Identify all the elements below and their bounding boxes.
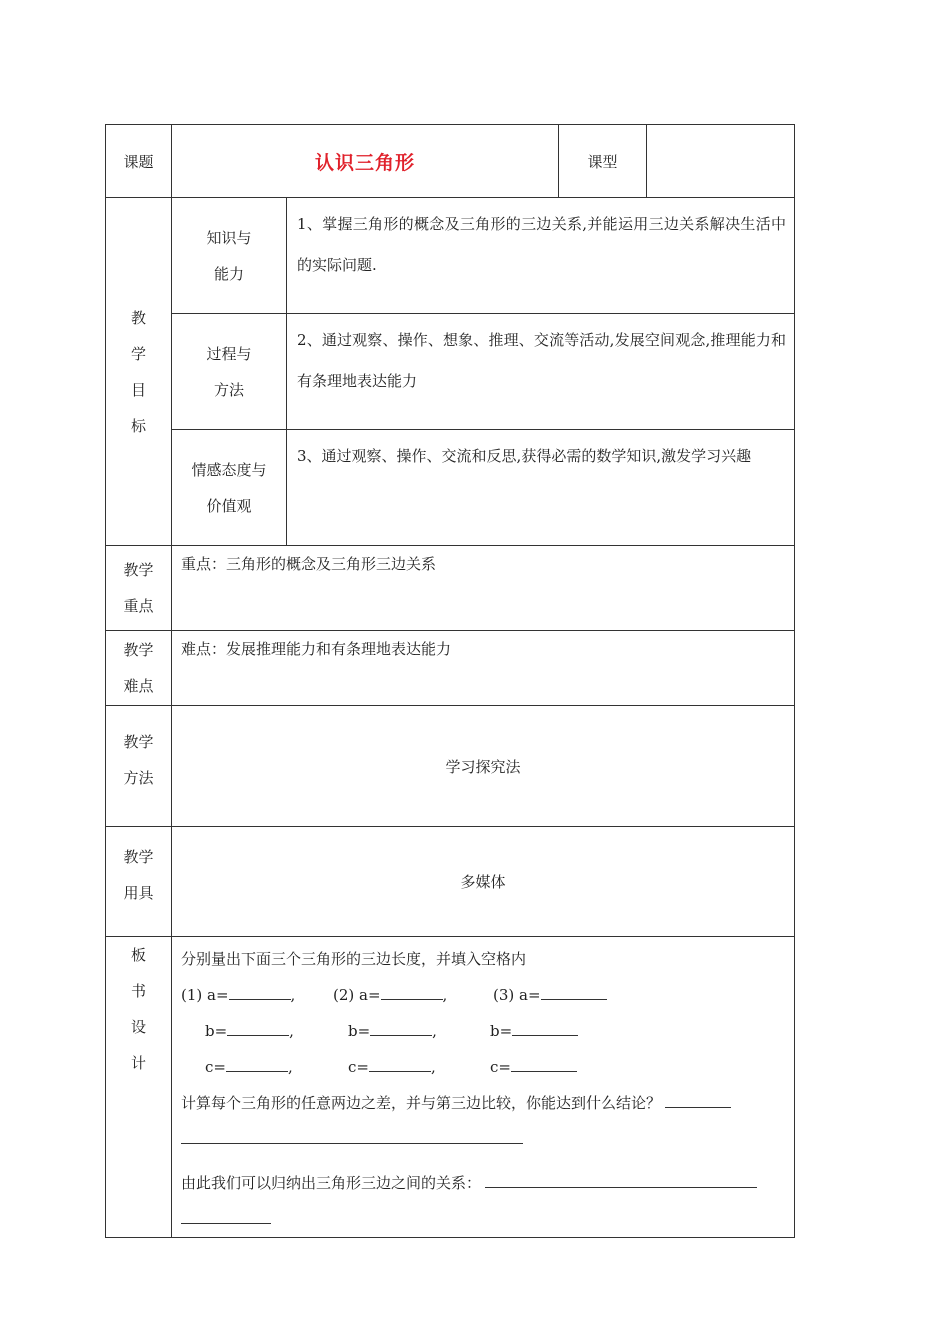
difficulties-row xyxy=(106,631,795,706)
row-b: b= , b= , b= xyxy=(181,1013,786,1049)
triangle3-a-blank[interactable] xyxy=(541,985,607,1000)
method-label: 教学 方法 xyxy=(106,706,172,827)
triangle3-b-label: b= xyxy=(490,1022,513,1040)
attitude-label: 情感态度与 价值观 xyxy=(172,430,287,546)
objective-row-knowledge xyxy=(106,198,795,314)
difficulties-label: 教学 难点 xyxy=(106,631,172,706)
triangle1-b-blank[interactable] xyxy=(227,1021,289,1036)
board-intro: 分别量出下面三个三角形的三边长度，并填入空格内 xyxy=(181,950,527,968)
question-blank-1[interactable] xyxy=(665,1093,731,1108)
question-line xyxy=(181,1085,786,1121)
key-points-label: 教学 重点 xyxy=(106,546,172,631)
type-label: 课型 xyxy=(559,125,647,198)
row-a: (1) a= , (2) a= , (3) a= xyxy=(181,977,786,1013)
board-design-row xyxy=(106,937,795,1238)
triangle2-a-blank[interactable] xyxy=(381,985,443,1000)
process-text: 2、通过观察、操作、想象、推理、交流等活动,发展空间观念,推理能力和有条理地表达能力 xyxy=(287,314,795,430)
tools-text: 多媒体 xyxy=(172,827,795,937)
question-blank-2[interactable] xyxy=(181,1129,523,1144)
triangle2-c-blank[interactable] xyxy=(369,1057,431,1072)
type-value[interactable] xyxy=(647,125,795,198)
triangle2-c-label: c= xyxy=(348,1058,369,1076)
triangle2-b-blank[interactable] xyxy=(370,1021,432,1036)
attitude-text: 3、通过观察、操作、交流和反思,获得必需的数学知识,激发学习兴趣 xyxy=(287,430,795,546)
triangle3-c-blank[interactable] xyxy=(511,1057,577,1072)
summary-text: 由此我们可以归纳出三角形三边之间的关系： xyxy=(181,1174,482,1192)
summary-line xyxy=(181,1165,786,1201)
triangle2-b-label: b= xyxy=(348,1022,371,1040)
key-points-row xyxy=(106,546,795,631)
knowledge-label: 知识与 能力 xyxy=(172,198,287,314)
process-label: 过程与 方法 xyxy=(172,314,287,430)
topic-label: 课题 xyxy=(106,125,172,198)
summary-blank-2[interactable] xyxy=(181,1209,271,1224)
method-text: 学习探究法 xyxy=(172,706,795,827)
tools-label: 教学 用具 xyxy=(106,827,172,937)
difficulties-text: 难点：发展推理能力和有条理地表达能力 xyxy=(172,631,795,706)
triangle3-b-blank[interactable] xyxy=(512,1021,578,1036)
objective-row-attitude xyxy=(106,430,795,546)
summary-line-2 xyxy=(181,1201,786,1237)
objectives-label: 教 学 目 标 xyxy=(106,198,172,546)
tools-row xyxy=(106,827,795,937)
triangle2-a-label: (2) a= xyxy=(333,986,381,1004)
objective-row-process xyxy=(106,314,795,430)
knowledge-text: 1、掌握三角形的概念及三角形的三边关系,并能运用三边关系解决生活中的实际问题. xyxy=(287,198,795,314)
triangle1-b-label: b= xyxy=(205,1022,228,1040)
board-design-content xyxy=(172,937,795,1238)
question-text: 计算每个三角形的任意两边之差，并与第三边比较，你能达到什么结论？ xyxy=(181,1094,662,1112)
triangle1-a-label: (1) a= xyxy=(181,986,229,1004)
method-row xyxy=(106,706,795,827)
triangle1-a-blank[interactable] xyxy=(229,985,291,1000)
lesson-title: 认识三角形 xyxy=(172,125,559,198)
lesson-plan-table xyxy=(105,124,795,1238)
board-design-label: 板 书 设 计 xyxy=(106,937,172,1238)
triangle1-c-label: c= xyxy=(205,1058,226,1076)
triangle3-a-label: (3) a= xyxy=(493,986,541,1004)
row-c: c= , c= , c= xyxy=(181,1049,786,1085)
key-points-text: 重点：三角形的概念及三角形三边关系 xyxy=(172,546,795,631)
summary-blank-1[interactable] xyxy=(485,1173,757,1188)
triangle3-c-label: c= xyxy=(490,1058,511,1076)
header-row xyxy=(106,125,795,198)
triangle1-c-blank[interactable] xyxy=(226,1057,288,1072)
question-line-2 xyxy=(181,1121,786,1157)
